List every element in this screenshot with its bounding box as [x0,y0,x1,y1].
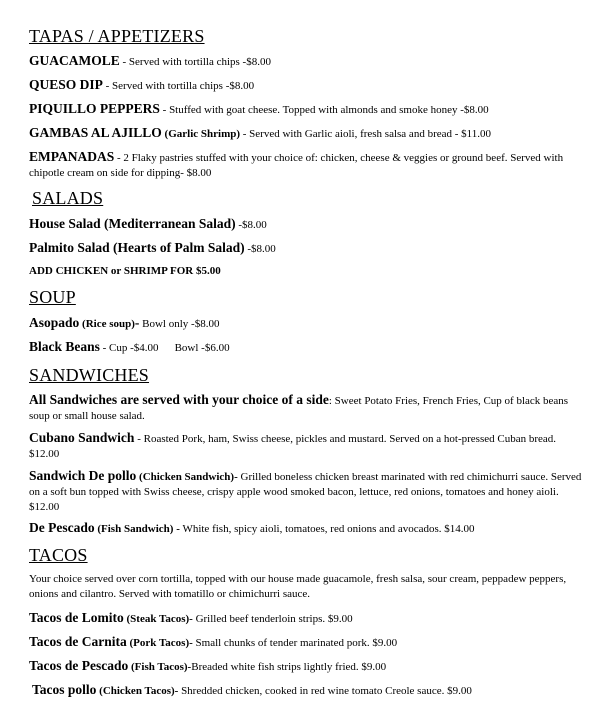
tacos-intro [29,572,584,602]
item-name: GUACAMOLE [29,53,120,68]
item-desc: Small chunks of tender marinated pork. $9.00 [192,637,398,649]
item-name: Tacos de Carnita [29,634,127,649]
soup-heading: SOUP [29,287,76,307]
item-desc: Bowl only -$8.00 [139,318,220,330]
item-subname: (Fish Tacos)- [128,661,192,673]
item-name: Palmito Salad (Hearts of Palm Salad) [29,240,245,255]
item-desc: Grilled beef tenderloin strips. $9.00 [192,613,353,625]
tacos-pollo-item [32,682,587,699]
item-subname: (Garlic Shrimp) [161,128,241,140]
item-desc: - Cup -$4.00 [99,342,159,354]
tapas-heading: TAPAS / APPETIZERS [29,26,205,46]
item-desc: - Roasted Pork, ham, Swiss cheese, pickles and mustard. Served on a hot-pressed Cuban bread. $12.00 [29,433,557,460]
add-protein-note [29,264,584,279]
item-subname: (Fish Sandwich) - [94,523,180,535]
tacos-lomito-item [29,610,584,627]
item-desc: -$8.00 [235,219,267,231]
item-desc: White fish, spicy aioli, tomatoes, red onions and avocados. $14.00 [179,523,475,535]
tacos-carnita-item [29,634,584,651]
tacos-intro-text: Your choice served over corn tortilla, topped with our house made guacamole, fresh salsa, sour cream, peppadew peppers, onions and cilantro. Served with tomatillo or chimichurri sauce. [29,573,567,600]
item-desc: -$8.00 [244,243,276,255]
cubano-item [29,430,584,462]
item-subname: (Rice soup) [79,318,135,330]
item-subname: (Pork Tacos)- [126,637,193,649]
item-name: De Pescado [29,520,95,535]
item-desc: - Stuffed with goat cheese. Topped with almonds and smoke honey -$8.00 [159,104,489,116]
tacos-heading: TACOS [29,545,88,565]
item-subname: (Steak Tacos)- [123,613,193,625]
item-name: PIQUILLO PEPPERS [29,101,160,116]
item-name: EMPANADAS [29,149,115,164]
item-name: Black Beans [29,339,100,354]
item-subname: (Chicken Tacos)- [96,685,179,697]
item-desc: - Served with Garlic aioli, fresh salsa and bread - $11.00 [240,128,492,140]
piquillo-item [29,101,584,118]
house-salad-item [29,216,584,233]
gambas-item [29,125,584,142]
tacos-pescado-item [29,658,584,675]
empanadas-item [29,149,584,181]
item-desc: Grilled boneless chicken breast marinated with red chimichurri sauce. Served on a soft bun topped with Swiss cheese, crispy apple wood smoked bacon, lettuce, red onions, tomatoes and honey aioli. $12.00 [29,471,582,513]
guacamole-item [29,53,584,70]
item-name: Tacos de Lomito [29,610,124,625]
black-beans-item [29,339,584,356]
item-desc: - Served with tortilla chips -$8.00 [119,56,271,68]
item-desc-2: Bowl -$6.00 [174,342,230,354]
item-desc: Breaded white fish strips lightly fried. $9.00 [191,661,387,673]
item-desc: Shredded chicken, cooked in red wine tomato Creole sauce. $9.00 [178,685,472,697]
item-name: Asopado [29,315,80,330]
item-name: GAMBAS AL AJILLO [29,125,162,140]
sandwich-intro [29,392,584,424]
item-subname: (Chicken Sandwich)- [136,471,238,483]
sandwich-pescado-item [29,520,584,537]
add-protein-text: ADD CHICKEN or SHRIMP FOR $5.00 [29,265,221,277]
item-name: QUESO DIP [29,77,103,92]
item-desc: : Sweet Potato Fries, French Fries, Cup of black beans soup or small house salad. [29,395,569,422]
salads-heading: SALADS [32,188,104,208]
item-name: Cubano Sandwich [29,430,135,445]
item-desc: - Served with tortilla chips -$8.00 [102,80,255,92]
item-name: Tacos pollo [32,682,97,697]
item-name: All Sandwiches are served with your choice of a side [29,392,329,407]
item-name: Sandwich De pollo [29,468,137,483]
sandwich-pollo-item [29,468,584,515]
asopado-item [29,315,584,332]
item-name: House Salad (Mediterranean Salad) [29,216,236,231]
queso-item [29,77,584,94]
item-desc: - 2 Flaky pastries stuffed with your choice of: chicken, cheese & veggies or ground beef. Served with chipotle cream on side for dipping- $8.00 [29,152,564,179]
item-name: Tacos de Pescado [29,658,129,673]
item-dash: - [134,315,140,330]
sandwiches-heading: SANDWICHES [29,365,150,385]
palmito-salad-item [29,240,584,257]
